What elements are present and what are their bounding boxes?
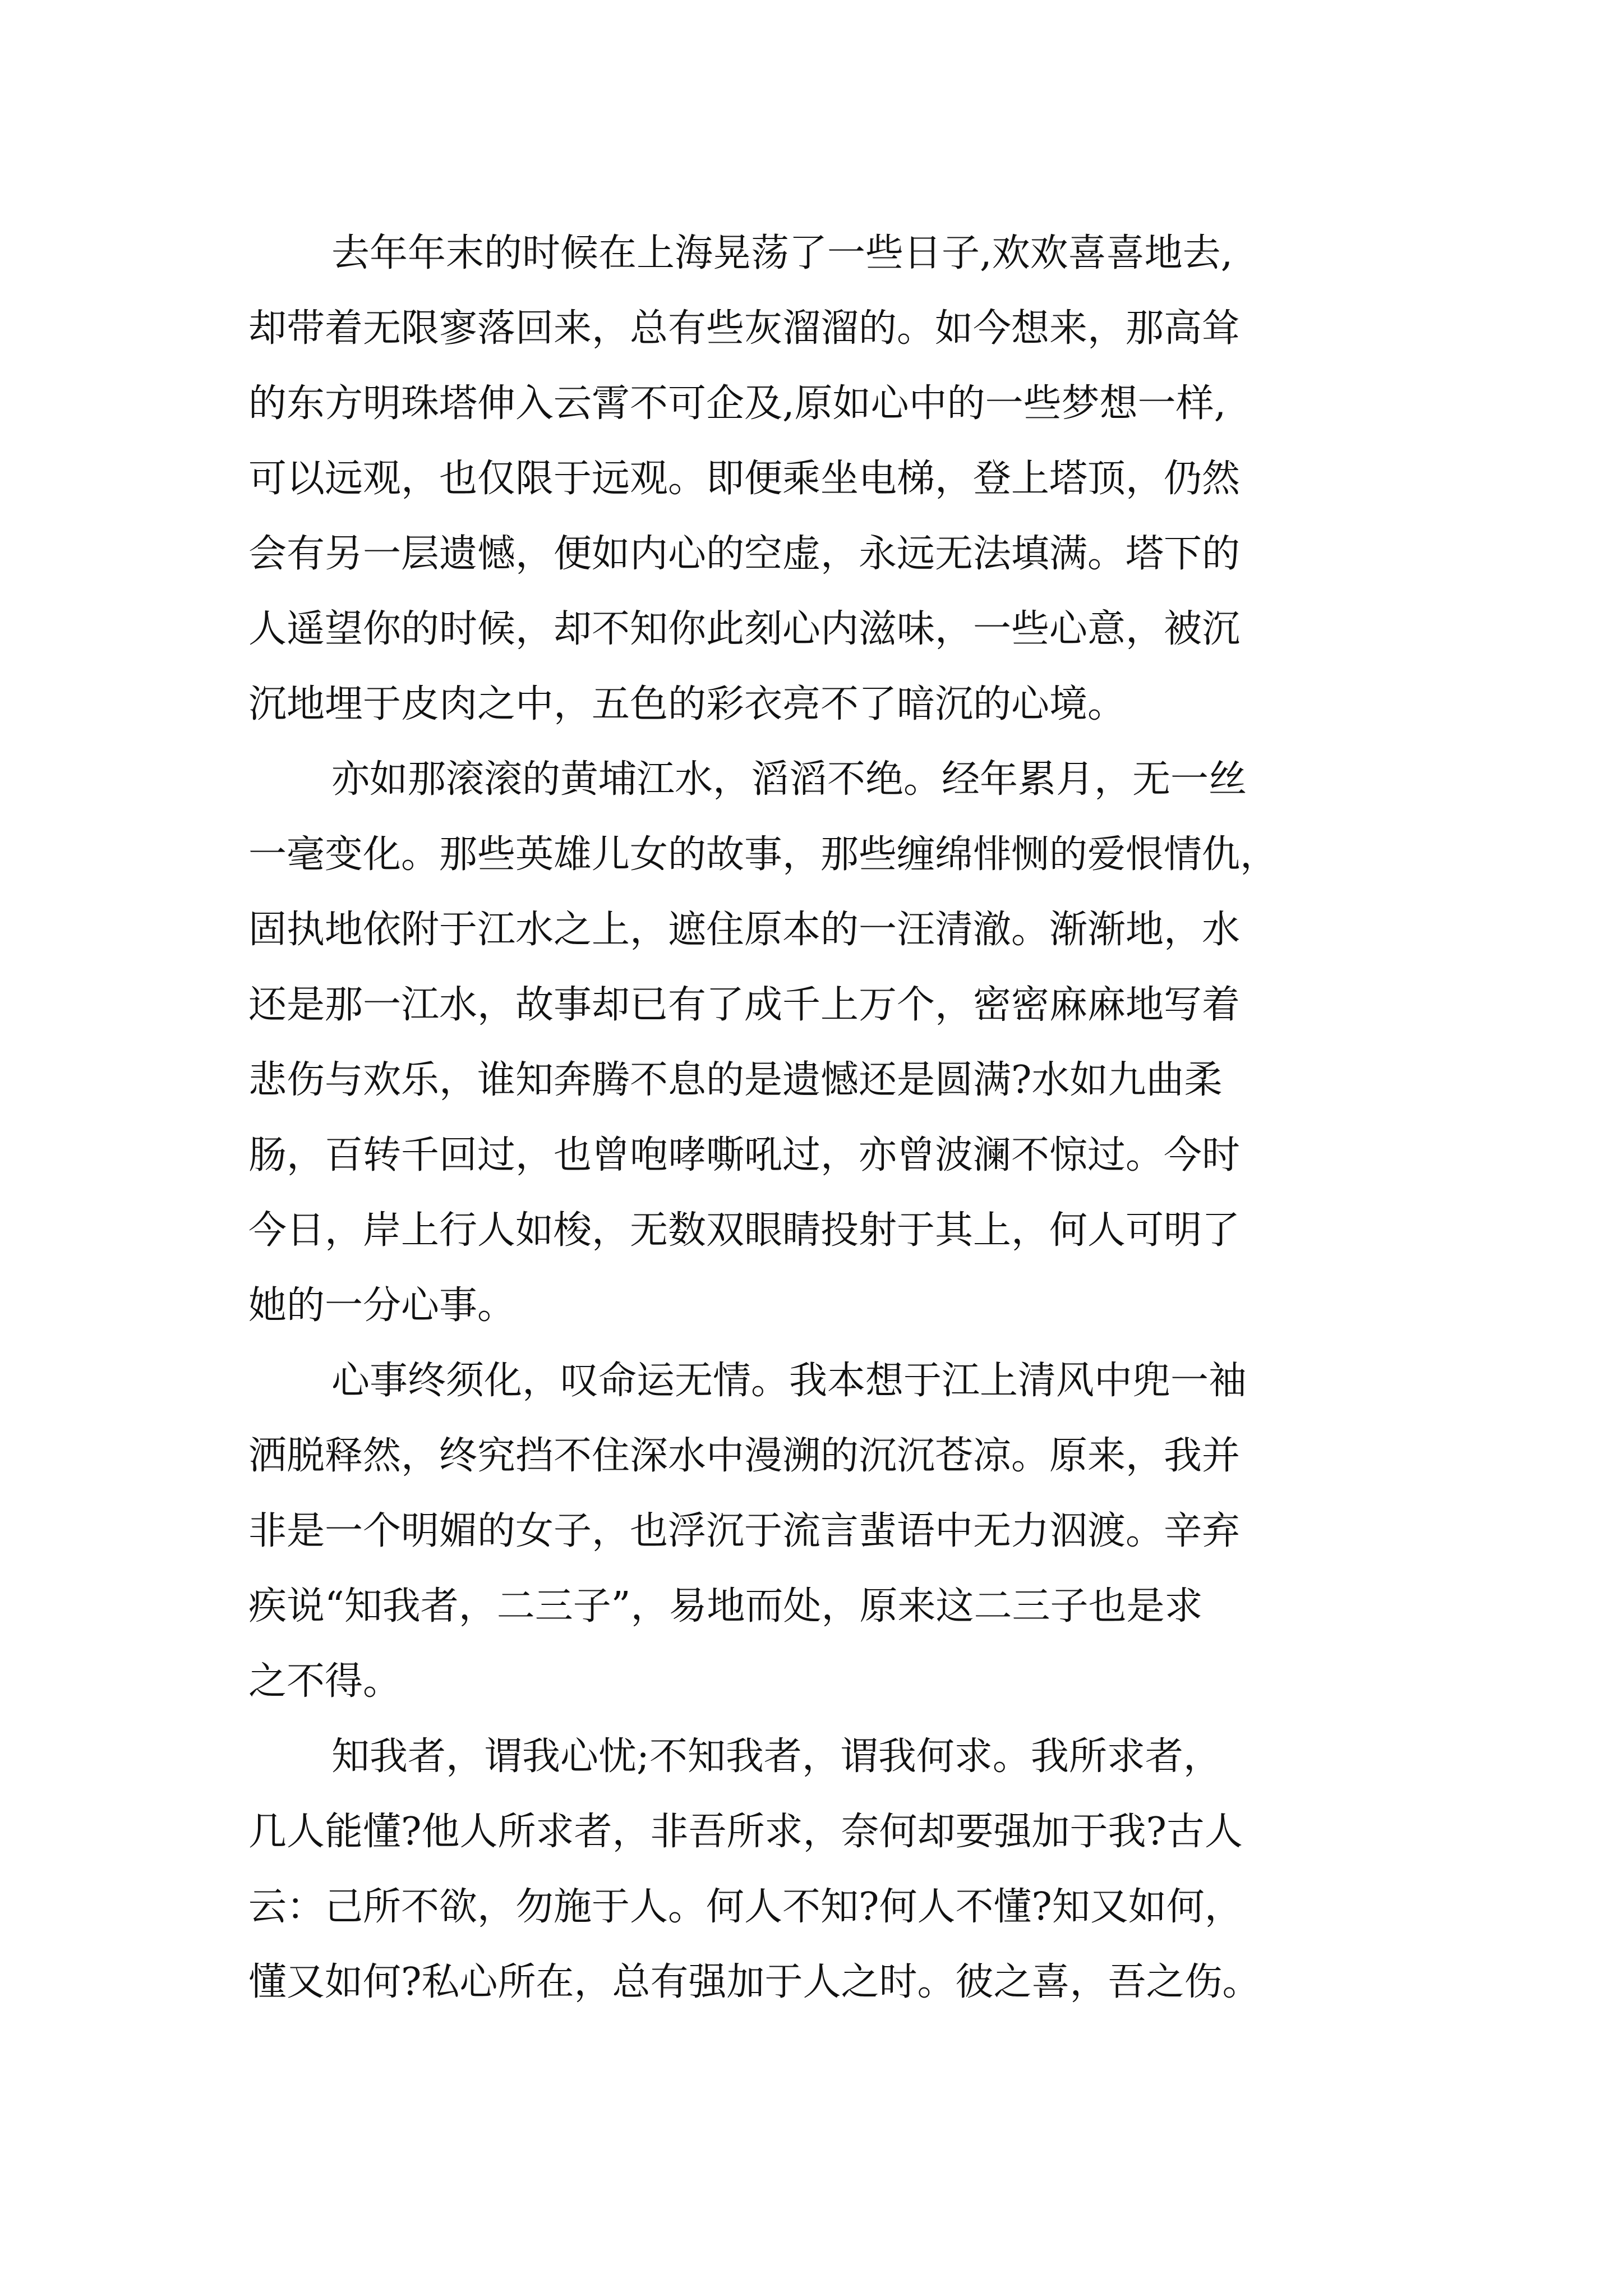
text-line: 肠，百转千回过，也曾咆哮嘶吼过，亦曾波澜不惊过。今时	[248, 1133, 1241, 1177]
text-line: 懂又如何?私心所在，总有强加于人之时。彼之喜，吾之伤。	[248, 1960, 1261, 2004]
text-line: 还是那一江水，故事却已有了成千上万个，密密麻麻地写着	[248, 983, 1241, 1027]
text-line: 可以远观，也仅限于远观。即便乘坐电梯，登上塔顶，仍然	[248, 457, 1241, 501]
paragraph-3	[248, 1343, 1421, 1719]
text-line: 人遥望你的时候，却不知你此刻心内滋味，一些心意，被沉	[248, 607, 1241, 651]
text-line: 悲伤与欢乐，谁知奔腾不息的是遗憾还是圆满?水如九曲柔	[248, 1058, 1223, 1102]
text-line: 心事终须化，叹命运无情。我本想于江上清风中兜一袖	[331, 1359, 1247, 1403]
text-line: 她的一分心事。	[248, 1283, 516, 1328]
text-line: 知我者，谓我心忧;不知我者，谓我何求。我所求者，	[331, 1734, 1221, 1779]
text-line: 洒脱释然，终究挡不住深水中漫溯的沉沉苍凉。原来，我并	[248, 1434, 1241, 1478]
text-line: 亦如那滚滚的黄埔江水，滔滔不绝。经年累月，无一丝	[331, 757, 1247, 802]
text-line: 却带着无限寥落回来，总有些灰溜溜的。如今想来，那高耸	[248, 306, 1241, 351]
text-line: 之不得。	[248, 1659, 402, 1704]
text-line: 沉地埋于皮肉之中，五色的彩衣亮不了暗沉的心境。	[248, 682, 1126, 726]
text-line: 几人能懂?他人所求者，非吾所求，奈何却要强加于我?古人	[248, 1810, 1243, 1854]
text-line: 的东方明珠塔伸入云霄不可企及,原如心中的一些梦想一样,	[248, 381, 1227, 426]
text-line: 一毫变化。那些英雄儿女的故事，那些缠绵悱恻的爱恨情仇，	[248, 832, 1279, 877]
text-line: 云：己所不欲，勿施于人。何人不知?何人不懂?知又如何，	[248, 1885, 1243, 1929]
paragraph-1	[248, 216, 1421, 742]
paragraph-2	[248, 742, 1421, 1343]
text-line: 固执地依附于江水之上，遮住原本的一汪清澈。渐渐地，水	[248, 908, 1241, 952]
text-line: 去年年末的时候在上海晃荡了一些日子,欢欢喜喜地去,	[331, 231, 1233, 275]
text-line: 疾说“知我者，二三子”，易地而处，原来这二三子也是求	[248, 1584, 1203, 1628]
document-body	[248, 216, 1421, 2020]
text-line: 今日，岸上行人如梭，无数双眼睛投射于其上，何人可明了	[248, 1208, 1241, 1253]
paragraph-4	[248, 1719, 1421, 2020]
text-line: 会有另一层遗憾，便如内心的空虚，永远无法填满。塔下的	[248, 532, 1241, 576]
text-line: 非是一个明媚的女子，也浮沉于流言蜚语中无力泅渡。辛弃	[248, 1509, 1241, 1553]
